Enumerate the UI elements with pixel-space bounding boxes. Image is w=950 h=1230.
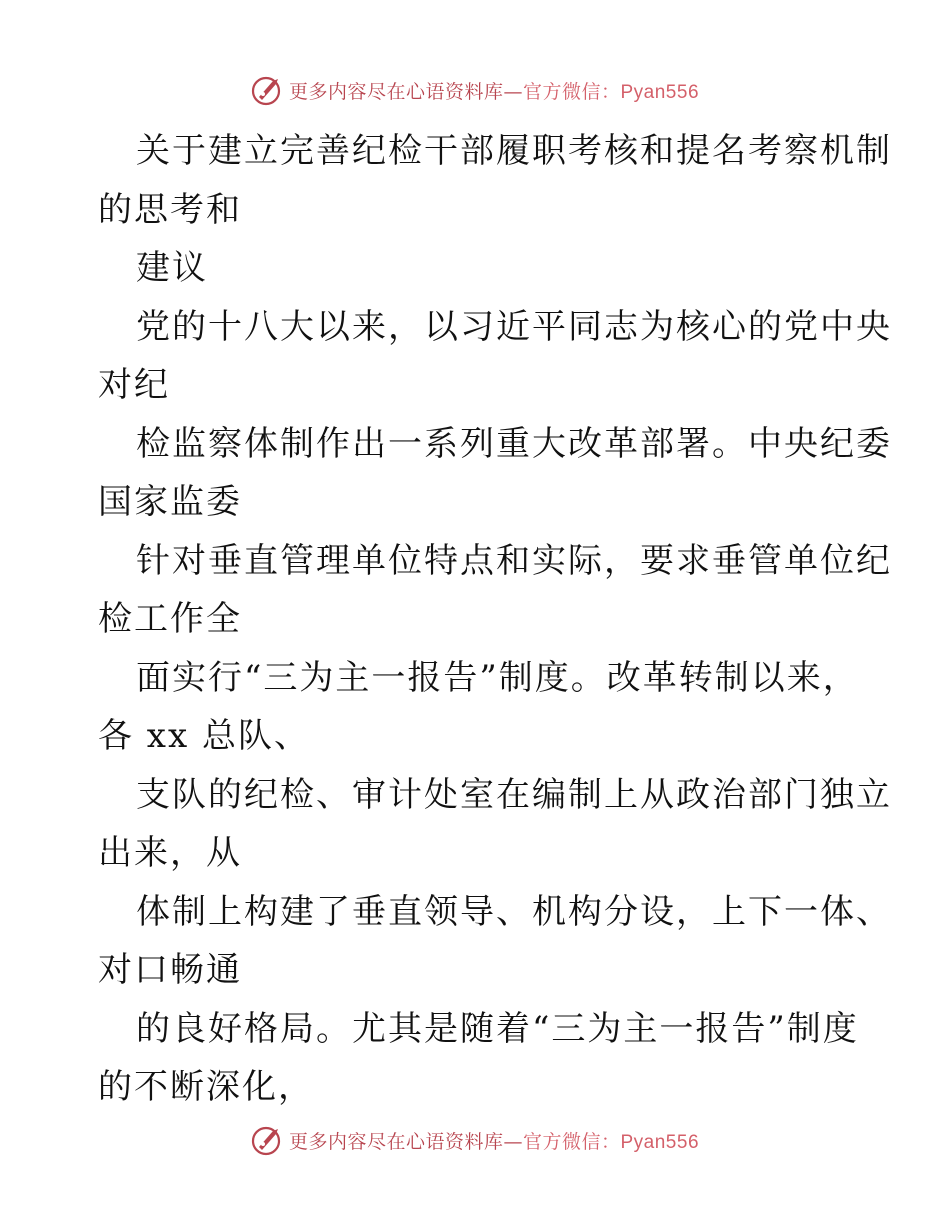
pen-nib-logo-icon	[251, 1123, 285, 1157]
text-line: 国家监委	[98, 482, 242, 522]
banner-title: 更多内容尽在心语资料库	[288, 80, 504, 103]
text-line: 支队的纪检、审计处室在编制上从政治部门独立	[136, 774, 892, 815]
footer-banner	[0, 1120, 950, 1160]
banner-dash: —	[503, 80, 523, 103]
text-line: 检工作全	[98, 599, 242, 639]
header-banner	[0, 70, 950, 110]
banner-contact: 官方微信：Pyan556	[523, 81, 700, 103]
pen-nib-logo-icon	[251, 73, 285, 107]
text-line: 建议	[136, 248, 208, 288]
text-line: 的不断深化，	[98, 1067, 314, 1107]
text-line: 出来，从	[98, 833, 242, 873]
text-line: 关于建立完善纪检干部履职考核和提名考察机制	[136, 131, 892, 171]
banner-contact: 官方微信：Pyan556	[523, 1131, 700, 1153]
banner-title: 更多内容尽在心语资料库	[288, 1130, 504, 1153]
text-line: 的良好格局。尤其是随着“三为主一报告”制度	[136, 1008, 859, 1049]
text-line: 党的十八大以来，以习近平同志为核心的党中央	[136, 306, 892, 347]
banner-dash: —	[503, 1130, 523, 1153]
banner-text	[289, 77, 699, 104]
banner-text	[289, 1127, 699, 1154]
text-line: 检监察体制作出一系列重大改革部署。中央纪委	[136, 423, 892, 464]
document-body	[98, 122, 892, 1117]
text-line: 针对垂直管理单位特点和实际，要求垂管单位纪	[136, 540, 892, 581]
text-line: 面实行“三为主一报告”制度。改革转制以来，	[136, 657, 859, 698]
text-line: 各 xx 总队、	[98, 716, 310, 756]
text-line: 对口畅通	[98, 950, 242, 990]
text-line: 体制上构建了垂直领导、机构分设，上下一体、	[136, 891, 892, 932]
text-line: 的思考和	[98, 189, 242, 230]
text-line: 对纪	[98, 365, 170, 405]
